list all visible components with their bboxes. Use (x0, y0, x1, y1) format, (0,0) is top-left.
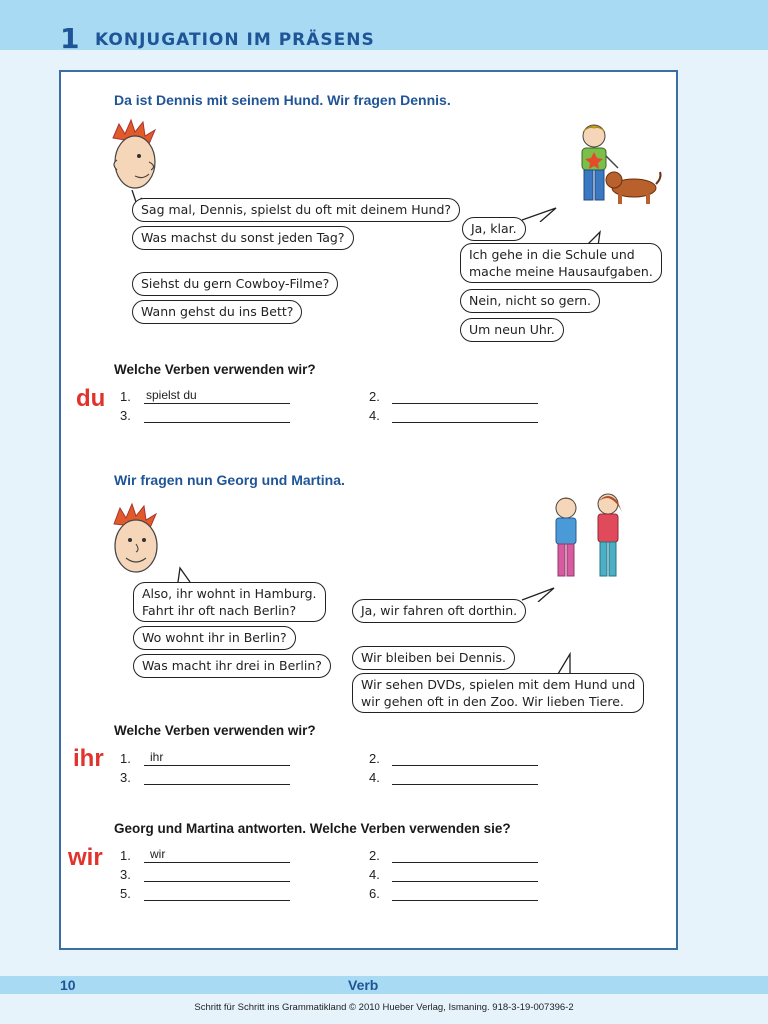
footer-band (0, 976, 768, 994)
section2-prompt: Welche Verben verwenden wir? (114, 723, 316, 738)
item-number: 3. (120, 408, 131, 423)
chapter-title: KONJUGATION IM PRÄSENS (95, 30, 375, 50)
bubble-tail (520, 206, 560, 222)
pronoun-ihr: ihr (73, 745, 104, 772)
section1-heading: Da ist Dennis mit seinem Hund. Wir fragen Dennis. (114, 92, 451, 108)
answer-line-field[interactable] (144, 866, 290, 882)
item-number: 3. (120, 770, 131, 785)
answer-line-field[interactable] (144, 407, 290, 423)
speech-bubble-answer: Ja, wir fahren oft dorthin. (352, 599, 526, 623)
answer-line-field[interactable] (392, 769, 538, 785)
section3-prompt: Georg und Martina antworten. Welche Verben verwenden sie? (114, 821, 511, 836)
chapter-number: 1 (60, 22, 80, 55)
answer-line: wir gehen oft in den Zoo. Wir lieben Tiere. (361, 694, 624, 709)
answer-line-field[interactable]: ihr (144, 750, 290, 766)
question-line: Fahrt ihr oft nach Berlin? (142, 603, 297, 618)
answer-line-field[interactable] (392, 388, 538, 404)
pronoun-wir: wir (68, 844, 103, 871)
bubble-tail (556, 652, 574, 674)
item-number: 1. (120, 751, 131, 766)
answer-line: Ich gehe in die Schule und (469, 247, 635, 262)
item-number: 1. (120, 389, 131, 404)
dennis-with-dog-illustration (572, 122, 662, 210)
answer-line: Wir sehen DVDs, spielen mit dem Hund und (361, 677, 636, 692)
answer-line-field[interactable] (392, 750, 538, 766)
speech-bubble-question (133, 582, 326, 622)
item-number: 3. (120, 867, 131, 882)
item-number: 5. (120, 886, 131, 901)
speech-bubble-answer (460, 243, 662, 283)
item-number: 2. (369, 751, 380, 766)
answer-line-field[interactable] (392, 885, 538, 901)
answer-line-field[interactable] (144, 769, 290, 785)
item-number: 2. (369, 389, 380, 404)
speech-bubble-answer (352, 673, 644, 713)
speech-bubble-answer: Nein, nicht so gern. (460, 289, 600, 313)
speech-bubble-answer: Wir bleiben bei Dennis. (352, 646, 515, 670)
answer-line-field[interactable] (392, 847, 538, 863)
section1-prompt: Welche Verben verwenden wir? (114, 362, 316, 377)
item-number: 1. (120, 848, 131, 863)
page-number: 10 (60, 977, 76, 993)
copyright-note: Schritt für Schritt ins Grammatikland © 2010 Hueber Verlag, Ismaning. 918-3-19-007396-2 (194, 1002, 574, 1013)
speech-bubble-question: Wann gehst du ins Bett? (132, 300, 302, 324)
georg-and-martina-illustration (548, 490, 628, 586)
item-number: 4. (369, 770, 380, 785)
item-number: 2. (369, 848, 380, 863)
answer-line-field[interactable]: wir (144, 847, 290, 863)
speech-bubble-question: Wo wohnt ihr in Berlin? (133, 626, 296, 650)
item-number: 4. (369, 867, 380, 882)
answer-line-field[interactable]: spielst du (144, 388, 290, 404)
boy-head-illustration (108, 504, 166, 582)
answer-line-field[interactable] (144, 885, 290, 901)
speech-bubble-question: Siehst du gern Cowboy-Filme? (132, 272, 338, 296)
answer-line-field[interactable] (392, 866, 538, 882)
question-line: Also, ihr wohnt in Hamburg. (142, 586, 317, 601)
footer-title: Verb (348, 977, 379, 993)
pronoun-du: du (76, 385, 106, 412)
speech-bubble-question: Was machst du sonst jeden Tag? (132, 226, 354, 250)
answer-line-field[interactable] (392, 407, 538, 423)
speech-bubble-answer: Um neun Uhr. (460, 318, 564, 342)
answer-line: mache meine Hausaufgaben. (469, 264, 653, 279)
speech-bubble-question: Sag mal, Dennis, spielst du oft mit deinem Hund? (132, 198, 460, 222)
bubble-tail (520, 586, 556, 602)
item-number: 4. (369, 408, 380, 423)
item-number: 6. (369, 886, 380, 901)
speech-bubble-answer: Ja, klar. (462, 217, 526, 241)
boy-head-illustration (105, 118, 165, 198)
section2-heading: Wir fragen nun Georg und Martina. (114, 472, 345, 488)
speech-bubble-question: Was macht ihr drei in Berlin? (133, 654, 331, 678)
